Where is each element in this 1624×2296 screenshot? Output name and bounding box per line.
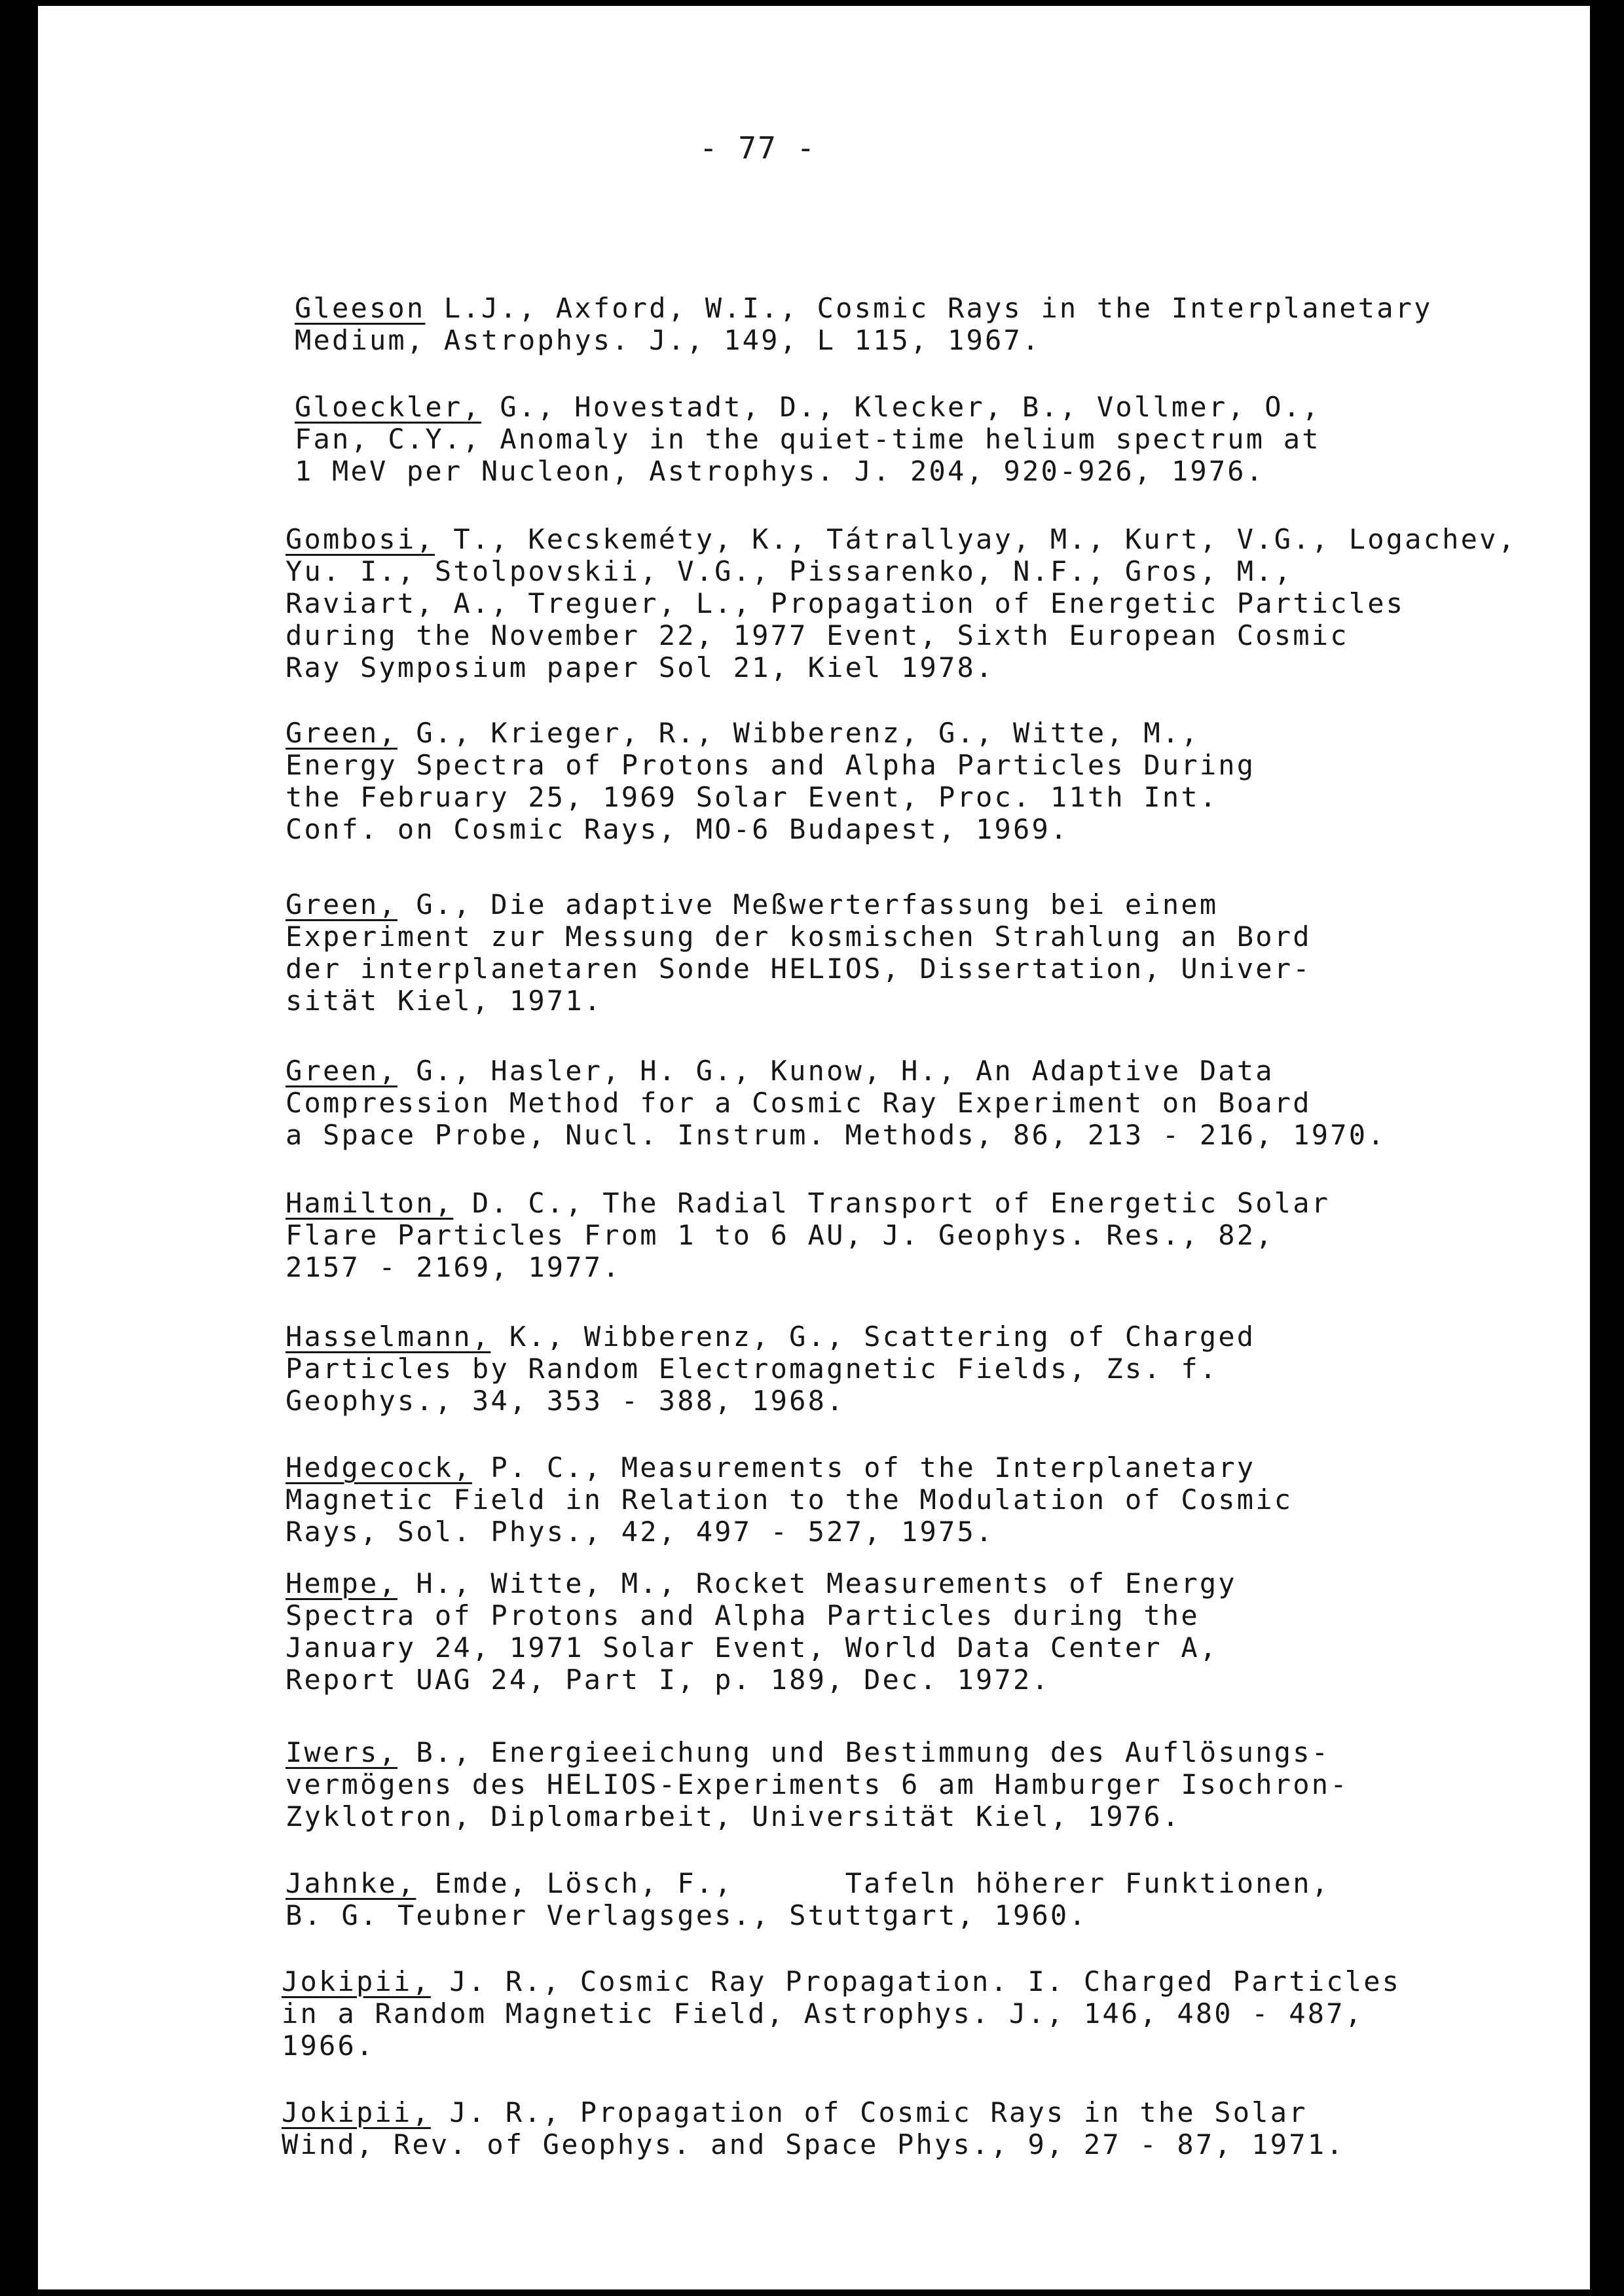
reference-line: Raviart, A., Treguer, L., Propagation of Energetic Particles bbox=[286, 587, 1405, 619]
reference-line: Rays, Sol. Phys., 42, 497 - 527, 1975. bbox=[286, 1516, 995, 1548]
reference-text: J. R., Cosmic Ray Propagation. I. Charged Particles bbox=[430, 1965, 1401, 1997]
reference-author: Hempe, bbox=[286, 1567, 397, 1599]
reference-author: Hasselmann, bbox=[286, 1321, 491, 1353]
reference-author: Jokipii, bbox=[282, 2096, 431, 2128]
reference-entry bbox=[286, 1055, 1386, 1151]
reference-entry bbox=[286, 1736, 1349, 1832]
reference-line: during the November 22, 1977 Event, Sixth European Cosmic bbox=[286, 619, 1349, 651]
reference-entry bbox=[286, 888, 1312, 1017]
page-number: - 77 - bbox=[699, 130, 817, 166]
reference-line: Flare Particles From 1 to 6 AU, J. Geophys. Res., 82, bbox=[286, 1219, 1274, 1251]
reference-author: Gombosi, bbox=[286, 523, 435, 555]
reference-line: a Space Probe, Nucl. Instrum. Methods, 86, 213 - 216, 1970. bbox=[286, 1119, 1386, 1151]
reference-entry bbox=[295, 391, 1321, 487]
reference-line: 1 MeV per Nucleon, Astrophys. J. 204, 920-926, 1976. bbox=[295, 455, 1265, 487]
reference-author: Green, bbox=[286, 888, 397, 920]
reference-entry bbox=[282, 2096, 1345, 2160]
reference-entry bbox=[286, 1567, 1237, 1696]
reference-entry bbox=[286, 523, 1517, 683]
reference-author: Iwers, bbox=[286, 1736, 397, 1768]
reference-author: Green, bbox=[286, 1055, 397, 1087]
reference-line bbox=[286, 888, 1312, 920]
reference-author: Green, bbox=[286, 717, 397, 749]
reference-text: G., Die adaptive Meßwerterfassung bei einem bbox=[397, 888, 1219, 920]
reference-line: January 24, 1971 Solar Event, World Data Center A, bbox=[286, 1631, 1219, 1664]
reference-text: G., Hasler, H. G., Kunow, H., An Adaptive Data bbox=[397, 1055, 1274, 1087]
reference-line bbox=[286, 1055, 1386, 1087]
reference-line: Spectra of Protons and Alpha Particles during the bbox=[286, 1599, 1200, 1631]
reference-line: Magnetic Field in Relation to the Modulation of Cosmic bbox=[286, 1484, 1293, 1516]
reference-line bbox=[286, 717, 1255, 749]
reference-line bbox=[282, 2096, 1345, 2128]
reference-text: G., Hovestadt, D., Klecker, B., Vollmer, O., bbox=[481, 391, 1321, 423]
reference-line: in a Random Magnetic Field, Astrophys. J., 146, 480 - 487, bbox=[282, 1997, 1364, 2030]
reference-line bbox=[286, 1567, 1237, 1599]
reference-line: 1966. bbox=[282, 2030, 375, 2062]
reference-line bbox=[286, 523, 1517, 555]
reference-text: P. C., Measurements of the Interplanetary bbox=[471, 1451, 1256, 1484]
reference-line: Zyklotron, Diplomarbeit, Universität Kiel, 1976. bbox=[286, 1800, 1181, 1832]
reference-entry bbox=[286, 1187, 1330, 1283]
reference-line bbox=[286, 1321, 1255, 1353]
reference-entry bbox=[286, 717, 1255, 845]
reference-text: B., Energieeichung und Bestimmung des Auflösungs- bbox=[397, 1736, 1331, 1768]
reference-entry bbox=[286, 1321, 1255, 1417]
reference-line: Particles by Random Electromagnetic Fields, Zs. f. bbox=[286, 1353, 1219, 1385]
reference-entry bbox=[286, 1451, 1293, 1548]
reference-text: L.J., Axford, W.I., Cosmic Rays in the Interplanetary bbox=[425, 292, 1433, 324]
reference-text: H., Witte, M., Rocket Measurements of Energy bbox=[397, 1567, 1237, 1599]
reference-line: Energy Spectra of Protons and Alpha Particles During bbox=[286, 749, 1256, 781]
reference-author: Hedgecock, bbox=[286, 1451, 472, 1484]
reference-line bbox=[286, 1187, 1330, 1219]
reference-line: 2157 - 2169, 1977. bbox=[286, 1251, 621, 1283]
reference-line: the February 25, 1969 Solar Event, Proc. 11th Int. bbox=[286, 781, 1219, 813]
reference-line bbox=[282, 1965, 1401, 1997]
reference-line: sität Kiel, 1971. bbox=[286, 985, 603, 1017]
reference-line: Report UAG 24, Part I, p. 189, Dec. 1972. bbox=[286, 1664, 1050, 1696]
reference-line: Geophys., 34, 353 - 388, 1968. bbox=[286, 1385, 845, 1417]
reference-author: Hamilton, bbox=[286, 1187, 454, 1219]
reference-line bbox=[295, 391, 1321, 423]
reference-line: Wind, Rev. of Geophys. and Space Phys., 9, 27 - 87, 1971. bbox=[282, 2128, 1345, 2160]
reference-line: Yu. I., Stolpovskii, V.G., Pissarenko, N.F., Gros, M., bbox=[286, 555, 1293, 587]
reference-line bbox=[295, 292, 1433, 324]
reference-line: Ray Symposium paper Sol 21, Kiel 1978. bbox=[286, 651, 995, 683]
reference-text: K., Wibberenz, G., Scattering of Charged bbox=[490, 1321, 1256, 1353]
reference-text: J. R., Propagation of Cosmic Rays in the Solar bbox=[430, 2096, 1308, 2128]
reference-line bbox=[286, 1736, 1349, 1768]
reference-line bbox=[286, 1867, 1330, 1899]
reference-line: Fan, C.Y., Anomaly in the quiet-time helium spectrum at bbox=[295, 423, 1321, 455]
reference-text: G., Krieger, R., Wibberenz, G., Witte, M., bbox=[397, 717, 1200, 749]
reference-entry bbox=[295, 292, 1433, 356]
reference-entry bbox=[286, 1867, 1330, 1931]
reference-author: Jahnke, bbox=[286, 1867, 416, 1899]
reference-line: B. G. Teubner Verlagsges., Stuttgart, 1960. bbox=[286, 1899, 1088, 1931]
document-page bbox=[38, 6, 1590, 2289]
reference-line bbox=[286, 1451, 1293, 1484]
reference-line: der interplanetaren Sonde HELIOS, Dissertation, Univer- bbox=[286, 953, 1312, 985]
reference-line: Conf. on Cosmic Rays, MO-6 Budapest, 1969. bbox=[286, 813, 1069, 845]
reference-line: Medium, Astrophys. J., 149, L 115, 1967. bbox=[295, 324, 1041, 356]
reference-line: Experiment zur Messung der kosmischen Strahlung an Bord bbox=[286, 920, 1312, 953]
reference-author: Jokipii, bbox=[282, 1965, 431, 1997]
reference-author: Gleeson bbox=[295, 292, 426, 324]
reference-line: vermögens des HELIOS-Experiments 6 am Hamburger Isochron- bbox=[286, 1768, 1349, 1800]
reference-author: Gloeckler, bbox=[295, 391, 481, 423]
reference-line: Compression Method for a Cosmic Ray Experiment on Board bbox=[286, 1087, 1312, 1119]
reference-text: Emde, Lösch, F., Tafeln höherer Funktionen, bbox=[416, 1867, 1331, 1899]
reference-text: T., Kecskeméty, K., Tátrallyay, M., Kurt, V.G., Logachev, bbox=[434, 523, 1517, 555]
reference-text: D. C., The Radial Transport of Energetic Solar bbox=[453, 1187, 1331, 1219]
reference-entry bbox=[282, 1965, 1401, 2062]
